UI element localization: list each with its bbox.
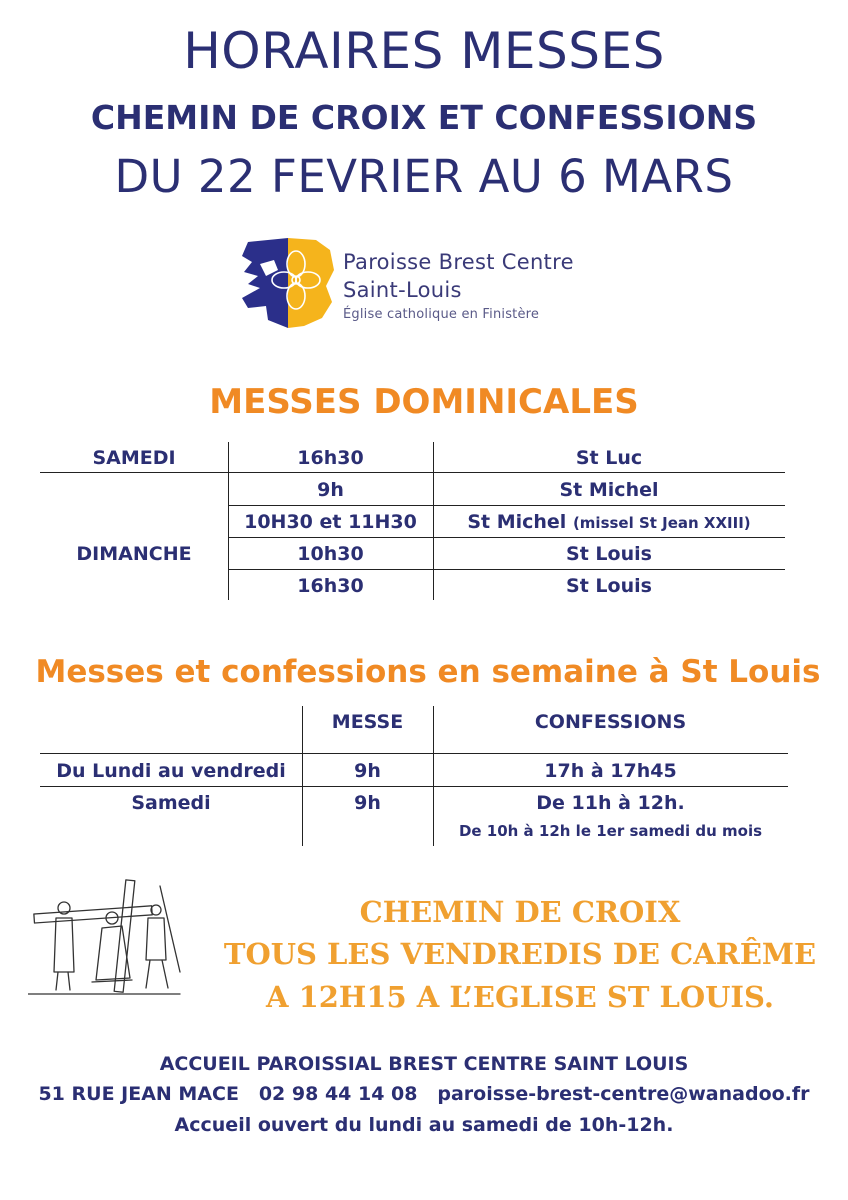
- contact-title: ACCUEIL PAROISSIAL BREST CENTRE SAINT LOUIS: [159, 1053, 689, 1075]
- parish-logo-text: [343, 248, 574, 326]
- contact-phone: 02 98 44 14 08: [258, 1083, 418, 1105]
- table-cell-place: St Luc: [575, 447, 643, 469]
- dominicales-heading: MESSES DOMINICALES: [209, 382, 639, 422]
- place-note: (missel St Jean XXIII): [572, 514, 751, 532]
- chemin-croix-line-1: CHEMIN DE CROIX: [359, 895, 681, 929]
- stations-of-the-cross-illustration-icon: [28, 876, 184, 998]
- logo-line-3: Église catholique en Finistère: [343, 307, 540, 322]
- contact-email[interactable]: paroisse-brest-centre@wanadoo.fr: [437, 1083, 810, 1105]
- table-cell-place: St Louis: [566, 575, 652, 597]
- table-cell-time: 10H30 et 11H30: [244, 511, 417, 533]
- page-title: HORAIRES MESSES: [183, 22, 665, 80]
- chemin-croix-line-3: A 12H15 A L’EGLISE ST LOUIS.: [265, 980, 775, 1014]
- logo-line-1: Paroisse Brest Centre: [343, 250, 574, 274]
- table-cell-day: Du Lundi au vendredi: [56, 760, 286, 782]
- table-cell-time: 16h30: [297, 575, 364, 597]
- table-cell-day: Samedi: [131, 792, 211, 814]
- contact-hours: Accueil ouvert du lundi au samedi de 10h-12h.: [174, 1114, 674, 1136]
- table-cell-messe: 9h: [354, 760, 381, 782]
- table-cell-place: St Michel: [559, 479, 659, 501]
- sunday-label: DIMANCHE: [76, 543, 192, 565]
- table-cell-confessions: De 11h à 12h.: [536, 792, 685, 814]
- page-subtitle: CHEMIN DE CROIX ET CONFESSIONS: [90, 98, 758, 137]
- date-range: DU 22 FEVRIER AU 6 MARS: [114, 150, 734, 203]
- table-cell-messe: 9h: [354, 792, 381, 814]
- col-header-confessions: CONFESSIONS: [534, 711, 687, 733]
- table-cell-time: 9h: [317, 479, 344, 501]
- table-cell-place: St Louis: [566, 543, 652, 565]
- semaine-heading: Messes et confessions en semaine à St Louis: [35, 654, 821, 690]
- col-header-messe: MESSE: [331, 711, 404, 733]
- table-cell-confessions: 17h à 17h45: [544, 760, 677, 782]
- table-cell-time: 10h30: [297, 543, 364, 565]
- place-name: St Michel: [467, 511, 567, 533]
- contact-address: 51 RUE JEAN MACE: [38, 1083, 239, 1105]
- table-cell-place: [433, 511, 785, 533]
- saturday-label: SAMEDI: [92, 447, 176, 469]
- contact-details: [0, 1083, 848, 1105]
- logo-line-2: Saint-Louis: [343, 278, 462, 302]
- table-cell-time: 16h30: [297, 447, 364, 469]
- table-cell-confessions-extra: De 10h à 12h le 1er samedi du mois: [458, 822, 763, 840]
- chemin-croix-line-2: TOUS LES VENDREDIS DE CARÊME: [223, 937, 817, 971]
- parish-logo-icon: [238, 236, 338, 330]
